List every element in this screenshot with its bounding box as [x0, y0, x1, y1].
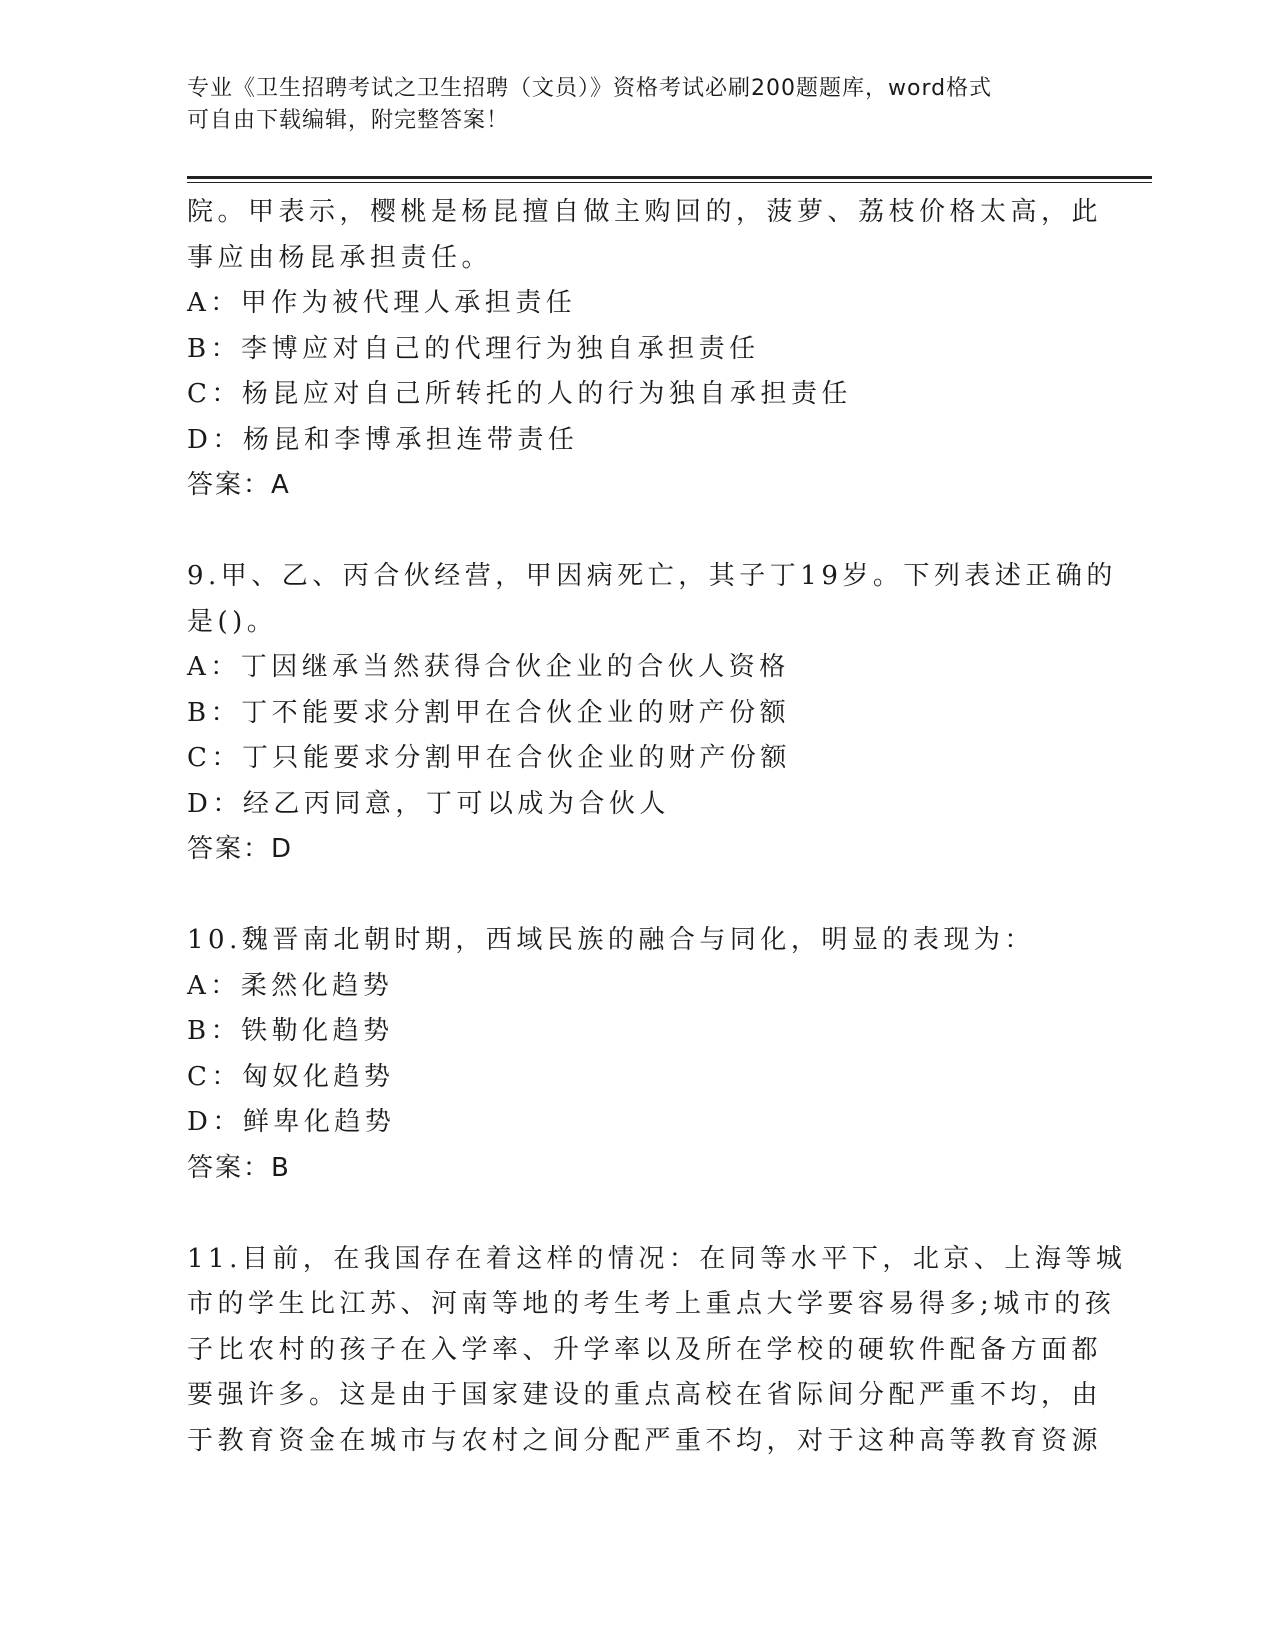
question-line: 要强许多。这是由于国家建设的重点高校在省际间分配严重不均，由 [187, 1380, 1103, 1410]
option-a: A：丁因继承当然获得合伙企业的合伙人资格 [187, 652, 790, 682]
option-d: D：鲜卑化趋势 [187, 1107, 396, 1137]
header-rule-thin [187, 182, 1152, 183]
header-line-2: 可自由下载编辑，附完整答案！ [187, 108, 510, 133]
question-block [187, 1237, 1127, 1465]
option-d: D：杨昆和李博承担连带责任 [187, 424, 579, 455]
question-line: 是()。 [187, 606, 278, 637]
header-line-1: 专业《卫生招聘考试之卫生招聘（文员）》资格考试必刷200题题库，word格式 [187, 76, 993, 101]
option-b: B：铁勒化趋势 [187, 1016, 394, 1046]
question-line: 子比农村的孩子在入学率、升学率以及所在学校的硬软件配备方面都 [187, 1334, 1103, 1365]
question-line: 11.目前，在我国存在着这样的情况：在同等水平下，北京、上海等城 [187, 1243, 1127, 1274]
question-line: 事应由杨昆承担责任。 [187, 242, 493, 273]
question-line: 市的学生比江苏、河南等地的考生考上重点大学要容易得多;城市的孩 [187, 1289, 1116, 1319]
answer-line: 答案：D [187, 834, 294, 864]
option-d: D：经乙丙同意，丁可以成为合伙人 [187, 788, 670, 819]
question-line: 院。甲表示，樱桃是杨昆擅自做主购回的，菠萝、荔枝价格太高，此 [187, 197, 1103, 227]
option-c: C：杨昆应对自己所转托的人的行为独自承担责任 [187, 379, 852, 409]
question-content [187, 190, 1127, 1464]
option-a: A：甲作为被代理人承担责任 [187, 288, 577, 318]
option-c: C：匈奴化趋势 [187, 1061, 395, 1092]
answer-line: 答案：A [187, 470, 291, 500]
option-b: B：丁不能要求分割甲在合伙企业的财产份额 [187, 697, 791, 728]
question-block [187, 554, 1117, 873]
option-c: C：丁只能要求分割甲在合伙企业的财产份额 [187, 743, 791, 773]
question-block [187, 190, 1103, 509]
page-header [187, 73, 1087, 137]
block-spacer [187, 1191, 1087, 1237]
option-a: A：柔然化趋势 [187, 970, 394, 1001]
question-line: 10.魏晋南北朝时期，西域民族的融合与同化，明显的表现为： [187, 925, 1035, 955]
question-line: 于教育资金在城市与农村之间分配严重不均，对于这种高等教育资源 [187, 1425, 1103, 1456]
question-line: 9.甲、乙、丙合伙经营，甲因病死亡，其子丁19岁。下列表述正确的 [187, 561, 1117, 591]
question-block [187, 918, 1087, 1191]
header-rule-thick [187, 176, 1152, 179]
option-b: B：李博应对自己的代理行为独自承担责任 [187, 333, 760, 364]
answer-line: 答案：B [187, 1152, 291, 1183]
block-spacer [187, 509, 1087, 555]
block-spacer [187, 873, 1087, 919]
